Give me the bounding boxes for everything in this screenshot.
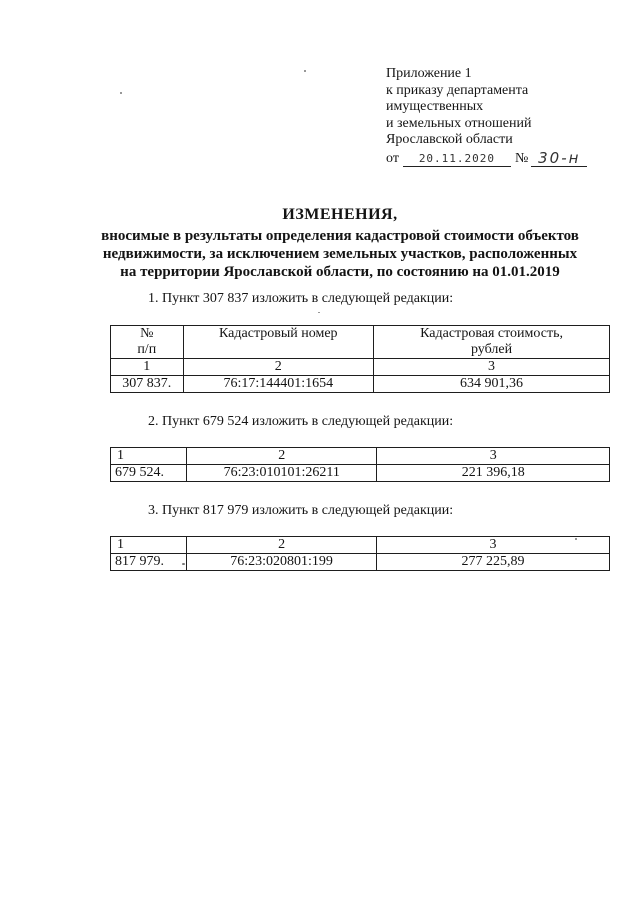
row-number-cell: 817 979.	[111, 554, 187, 571]
appendix-line: Ярославской области	[386, 132, 513, 147]
number-label: №	[514, 150, 529, 166]
title-subtitle-line: недвижимости, за исключением земельных участков, расположенных	[102, 246, 578, 262]
table-2	[110, 447, 610, 482]
handwritten-date: 20.11.2020	[403, 151, 511, 167]
table-3	[110, 536, 610, 571]
title-subtitle-line: на территории Ярославской области, по состоянию на 01.01.2019	[120, 264, 560, 280]
numbering-cell: 3	[377, 448, 610, 465]
appendix-line: к приказу департамента	[386, 82, 529, 98]
table-numbering-row	[111, 448, 610, 465]
cadastral-number-cell: 76:23:020801:199	[187, 554, 377, 571]
appendix-line: имущественных	[386, 99, 484, 114]
numbering-cell: 3	[376, 537, 609, 554]
appendix-header	[386, 66, 616, 167]
scan-speck	[182, 563, 185, 565]
numbering-cell: 2	[183, 359, 374, 376]
numbering-cell: 1	[111, 537, 187, 554]
numbering-cell: 2	[187, 537, 377, 554]
value-cell: 277 225,89	[376, 554, 609, 571]
scan-speck	[318, 312, 320, 313]
table-row	[111, 554, 610, 571]
scan-speck	[120, 92, 122, 94]
table-numbering-row	[111, 537, 610, 554]
header-cell-number: № п/п	[111, 326, 184, 359]
header-cell-value: Кадастровая стоимость, рублей	[374, 326, 610, 359]
table-numbering-row	[111, 359, 610, 376]
row-number-cell: 307 837.	[111, 376, 184, 393]
numbering-cell: 2	[187, 448, 377, 465]
document-title	[60, 206, 620, 281]
value-cell: 634 901,36	[374, 376, 610, 393]
numbering-cell: 1	[111, 359, 184, 376]
handwritten-number: 30-н	[531, 151, 587, 167]
table-row	[111, 465, 610, 482]
cadastral-number-cell: 76:23:010101:26211	[187, 465, 377, 482]
scan-speck	[304, 70, 306, 72]
value-cell: 221 396,18	[377, 465, 610, 482]
numbering-cell: 3	[374, 359, 610, 376]
table-header-row	[111, 326, 610, 359]
clause-2: 2. Пункт 679 524 изложить в следующей редакции:	[148, 414, 454, 429]
row-number-cell: 679 524.	[111, 465, 187, 482]
table-1	[110, 325, 610, 393]
table-row	[111, 376, 610, 393]
clause-3: 3. Пункт 817 979 изложить в следующей редакции:	[148, 503, 454, 518]
appendix-line: Приложение 1	[386, 66, 472, 81]
appendix-line: и земельных отношений	[386, 115, 532, 131]
clause-1: 1. Пункт 307 837 изложить в следующей редакции:	[148, 291, 454, 306]
title-subtitle-line: вносимые в результаты определения кадастровой стоимости объектов	[101, 228, 579, 244]
numbering-cell: 1	[111, 448, 187, 465]
order-date-number-row	[386, 151, 616, 168]
scan-speck	[575, 538, 577, 540]
title-main: ИЗМЕНЕНИЯ,	[282, 206, 398, 223]
cadastral-number-cell: 76:17:144401:1654	[183, 376, 374, 393]
header-cell-cadastral: Кадастровый номер	[183, 326, 374, 359]
from-label: от	[386, 150, 399, 166]
